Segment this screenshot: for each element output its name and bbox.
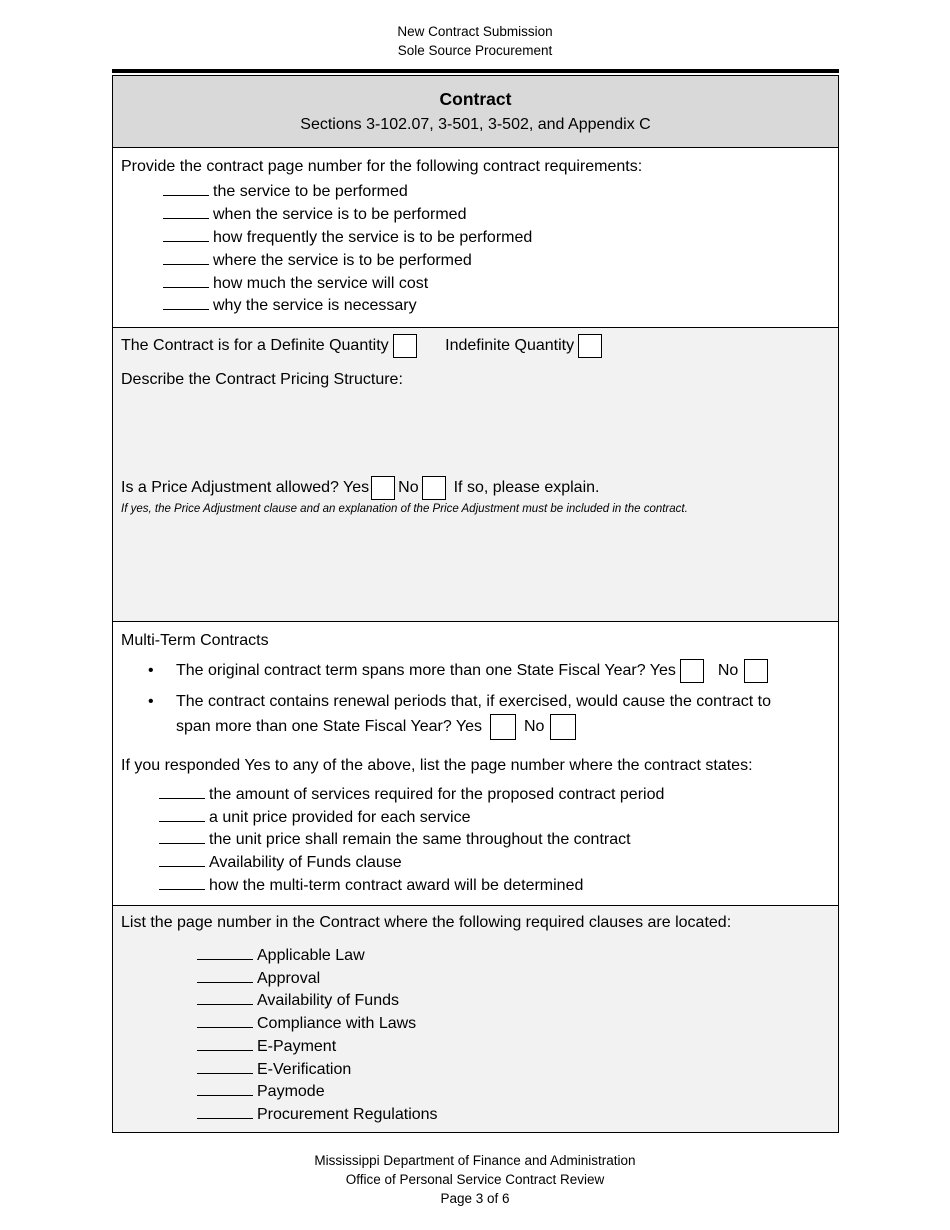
page-number-blank[interactable] bbox=[197, 990, 253, 1005]
page-number-blank[interactable] bbox=[163, 227, 209, 242]
explain-label: If so, please explain. bbox=[453, 479, 600, 497]
section-quantity-pricing bbox=[113, 328, 838, 622]
page-number-blank[interactable] bbox=[197, 945, 253, 960]
page-number-blank[interactable] bbox=[197, 1081, 253, 1096]
price-adjustment-row bbox=[121, 476, 599, 500]
list-item: where the service is to be performed bbox=[163, 250, 472, 270]
list-item: when the service is to be performed bbox=[163, 204, 466, 224]
page-number-blank[interactable] bbox=[159, 784, 205, 799]
page-number-blank[interactable] bbox=[159, 807, 205, 822]
section-contract-requirements bbox=[113, 148, 838, 328]
page-number-blank[interactable] bbox=[163, 181, 209, 196]
multi-term-question-2b: span more than one State Fiscal Year? Yes No bbox=[176, 714, 576, 740]
multi-term-question-1: The original contract term spans more than one State Fiscal Year? Yes No bbox=[176, 659, 768, 683]
list-item: Compliance with Laws bbox=[197, 1013, 416, 1033]
page-footer bbox=[0, 1151, 950, 1208]
page-number-blank[interactable] bbox=[163, 250, 209, 265]
list-item: why the service is necessary bbox=[163, 295, 417, 315]
header-divider bbox=[112, 69, 839, 73]
list-item: how the multi-term contract award will be determined bbox=[159, 875, 583, 895]
pricing-structure-label: Describe the Contract Pricing Structure: bbox=[121, 371, 403, 388]
renewal-spans-no-checkbox[interactable] bbox=[550, 714, 576, 740]
term-spans-yes-checkbox[interactable] bbox=[680, 659, 704, 683]
page-number-blank[interactable] bbox=[197, 968, 253, 983]
list-item: Availability of Funds clause bbox=[159, 852, 402, 872]
indefinite-quantity-label: Indefinite Quantity bbox=[445, 337, 575, 355]
footer-line-2: Office of Personal Service Contract Review bbox=[345, 1172, 605, 1187]
term-spans-no-checkbox[interactable] bbox=[744, 659, 768, 683]
definite-quantity-label: The Contract is for a Definite Quantity bbox=[121, 337, 389, 355]
list-item: Applicable Law bbox=[197, 945, 365, 965]
page-number-blank[interactable] bbox=[197, 1059, 253, 1074]
page-number-blank[interactable] bbox=[197, 1036, 253, 1051]
page-number-blank[interactable] bbox=[163, 204, 209, 219]
page-number-blank[interactable] bbox=[163, 273, 209, 288]
price-adjustment-question: Is a Price Adjustment allowed? Yes bbox=[121, 479, 370, 497]
requirements-intro: Provide the contract page number for the following contract requirements: bbox=[121, 158, 643, 175]
section-heading: Contract bbox=[439, 89, 512, 109]
multi-term-question-2a: The contract contains renewal periods that, if exercised, would cause the contract to bbox=[176, 693, 771, 710]
list-item: how much the service will cost bbox=[163, 273, 428, 293]
footer-line-1: Mississippi Department of Finance and Administration bbox=[314, 1153, 636, 1168]
list-item: the service to be performed bbox=[163, 181, 408, 201]
list-item: Approval bbox=[197, 968, 320, 988]
multi-term-heading: Multi-Term Contracts bbox=[121, 632, 269, 649]
section-subheading: Sections 3-102.07, 3-501, 3-502, and Appendix C bbox=[300, 116, 651, 133]
page-number-blank[interactable] bbox=[159, 852, 205, 867]
list-item: Procurement Regulations bbox=[197, 1104, 438, 1124]
list-item: how frequently the service is to be performed bbox=[163, 227, 532, 247]
header-line-1: New Contract Submission bbox=[397, 24, 553, 39]
quantity-row bbox=[121, 334, 606, 358]
price-adjustment-note: If yes, the Price Adjustment clause and an explanation of the Price Adjustment must be included in the contract. bbox=[121, 503, 688, 515]
multi-term-followup: If you responded Yes to any of the above, list the page number where the contract states: bbox=[121, 757, 753, 774]
section-multi-term bbox=[113, 622, 838, 906]
price-adjustment-no-label: No bbox=[398, 479, 419, 497]
clauses-intro: List the page number in the Contract where the following required clauses are located: bbox=[121, 914, 732, 931]
page-number-blank[interactable] bbox=[163, 295, 209, 310]
renewal-spans-yes-checkbox[interactable] bbox=[490, 714, 516, 740]
list-item: a unit price provided for each service bbox=[159, 807, 470, 827]
list-item: Paymode bbox=[197, 1081, 325, 1101]
page-number-blank[interactable] bbox=[197, 1104, 253, 1119]
list-item: Availability of Funds bbox=[197, 990, 399, 1010]
bullet-dot-icon: • bbox=[148, 693, 154, 710]
bullet-dot-icon: • bbox=[148, 662, 154, 679]
list-item: E-Verification bbox=[197, 1059, 351, 1079]
price-adjustment-yes-checkbox[interactable] bbox=[371, 476, 395, 500]
page-header bbox=[0, 22, 950, 60]
page-number-blank[interactable] bbox=[159, 875, 205, 890]
contract-form-table bbox=[112, 75, 839, 1133]
section-required-clauses bbox=[113, 906, 838, 1132]
definite-quantity-checkbox[interactable] bbox=[393, 334, 417, 358]
header-line-2: Sole Source Procurement bbox=[397, 43, 553, 58]
list-item: E-Payment bbox=[197, 1036, 336, 1056]
page-number-blank[interactable] bbox=[197, 1013, 253, 1028]
price-adjustment-no-checkbox[interactable] bbox=[422, 476, 446, 500]
list-item: the amount of services required for the proposed contract period bbox=[159, 784, 664, 804]
list-item: the unit price shall remain the same throughout the contract bbox=[159, 829, 631, 849]
page-number-blank[interactable] bbox=[159, 829, 205, 844]
page-number: Page 3 of 6 bbox=[440, 1191, 510, 1206]
indefinite-quantity-checkbox[interactable] bbox=[578, 334, 602, 358]
section-title bbox=[113, 76, 838, 148]
